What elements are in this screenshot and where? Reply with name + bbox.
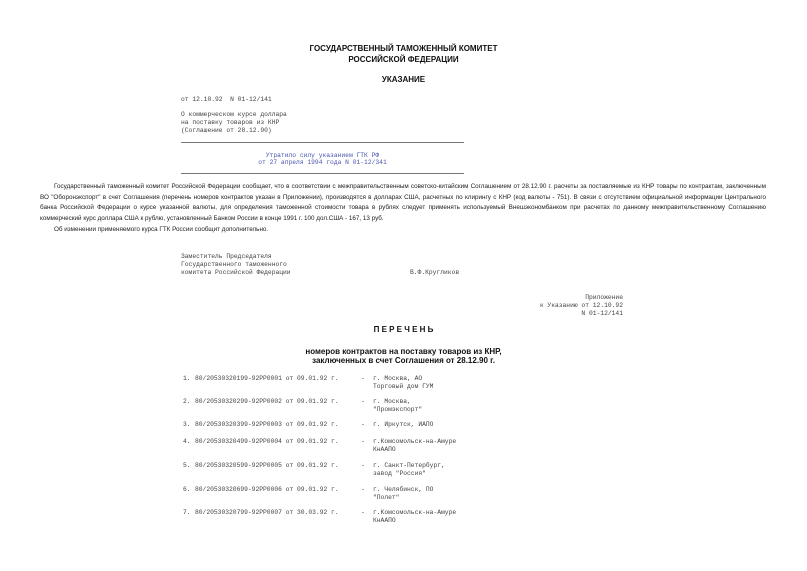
list-heading: П Е Р Е Ч Е Н Ь — [373, 325, 434, 334]
item-place-line2: "Промэкспорт" — [373, 406, 423, 413]
item-contract: 80/20530320299-92РР0002 от 09.01.92 г. — [195, 398, 339, 405]
item-place-line2: "Полет" — [373, 494, 400, 501]
item-place-line1: г.Комсомольск-на-Амуре — [373, 509, 457, 516]
divider-top — [181, 142, 464, 143]
signatory-name: В.Ф.Кругликов — [410, 269, 460, 276]
divider-bottom — [181, 173, 464, 174]
item-number: 7. — [183, 509, 191, 516]
subject-line3: (Соглашение от 28.12.90) — [181, 127, 272, 134]
item-place-line1: г. Москва, АО — [373, 375, 423, 382]
list-subheading-line1: номеров контрактов на поставку товаров из КНР, — [305, 347, 502, 356]
subject-line2: на поставку товаров из КНР — [181, 119, 280, 126]
item-place-line1: г. Челябинск, ПО — [373, 486, 434, 493]
item-number: 4. — [183, 438, 191, 445]
item-contract: 80/20530320199-92РР0001 от 09.01.92 г. — [195, 375, 339, 382]
item-place-line1: г. Санкт-Петербург, — [373, 462, 445, 469]
item-contract: 80/20530320799-92РР0007 от 30.03.92 г. — [195, 509, 339, 516]
body-text — [40, 182, 766, 236]
signature-title-line1: Заместитель Председателя — [181, 253, 272, 260]
appendix-label: Приложение — [585, 294, 623, 301]
item-place-line2: Торговый дом ГУМ — [373, 383, 434, 390]
signature-title-line2: Государственного таможенного — [181, 261, 287, 268]
item-dash: - — [361, 438, 365, 445]
item-place-line2: КнААПО — [373, 517, 396, 524]
item-place-line2: КнААПО — [373, 446, 396, 453]
item-number: 1. — [183, 375, 191, 382]
paragraph-note: Об изменении применяемого курса ГТК России сообщит дополнительно. — [54, 225, 269, 233]
list-subheading-line2: заключенных в счет Соглашения от 28.12.90 г. — [312, 356, 495, 365]
item-number: 3. — [183, 421, 191, 428]
item-contract: 80/20530320599-92РР0005 от 09.01.92 г. — [195, 462, 339, 469]
item-place-line1: г. Иркутск, ИАПО — [373, 421, 434, 428]
item-dash: - — [361, 509, 365, 516]
item-dash: - — [361, 398, 365, 405]
item-dash: - — [361, 375, 365, 382]
doc-date-number: от 12.10.92 N 01-12/141 — [181, 96, 272, 103]
doc-type-heading: УКАЗАНИЕ — [381, 75, 426, 84]
paragraph-main: Государственный таможенный комитет Российской Федерации сообщает, что в соответствии с межправительственным советско-китайским Соглашением от 28.12.90 г. расчеты за поставляемые из КНР товары по контрактам, заключенным ВО "Оборонэкспорт" в счет Соглашения (перечень номеров контрактов указан в Приложении), производятся в долларах США, расчетных по клирингу с КНР (код валюты - 751). В связи с отсутствием официальной информации Центрального банка Российской Федерации о курсе указанной валюты, для определения таможенной стоимости товара в рублях следует применять используемый Внешэкономбанком при расчетах по данному межправительственному Соглашению коммерческий курс доллара США к рублю, установленный Банком России в конце 1991 г. 100 дол.США - 167, 13 руб. — [40, 183, 766, 223]
subject-line1: О коммерческом курсе доллара — [181, 111, 287, 118]
item-place-line1: г. Москва, — [373, 398, 411, 405]
item-dash: - — [361, 421, 365, 428]
signature-title-line3: комитета Российской Федерации — [181, 269, 291, 276]
appendix-ref-line2: N 01-12/141 — [581, 310, 623, 317]
item-number: 6. — [183, 486, 191, 493]
invalidated-notice-line1[interactable]: Утратило силу указанием ГТК РФ — [265, 152, 380, 159]
item-contract: 80/20530320699-92РР0006 от 09.01.92 г. — [195, 486, 339, 493]
invalidated-notice-line2[interactable]: от 27 апреля 1994 года N 01-12/341 — [258, 159, 387, 166]
org-name-line2: РОССИЙСКОЙ ФЕДЕРАЦИИ — [348, 55, 459, 64]
item-place-line2: завод "Россия" — [373, 470, 426, 477]
item-contract: 80/20530320499-92РР0004 от 09.01.92 г. — [195, 438, 339, 445]
item-contract: 80/20530320399-92РР0003 от 09.01.92 г. — [195, 421, 339, 428]
item-number: 5. — [183, 462, 191, 469]
item-place-line1: г.Комсомольск-на-Амуре — [373, 438, 457, 445]
item-number: 2. — [183, 398, 191, 405]
appendix-ref-line1: к Указанию от 12.10.92 — [539, 302, 623, 309]
org-name-line1: ГОСУДАРСТВЕННЫЙ ТАМОЖЕННЫЙ КОМИТЕТ — [309, 44, 498, 53]
item-dash: - — [361, 462, 365, 469]
item-dash: - — [361, 486, 365, 493]
